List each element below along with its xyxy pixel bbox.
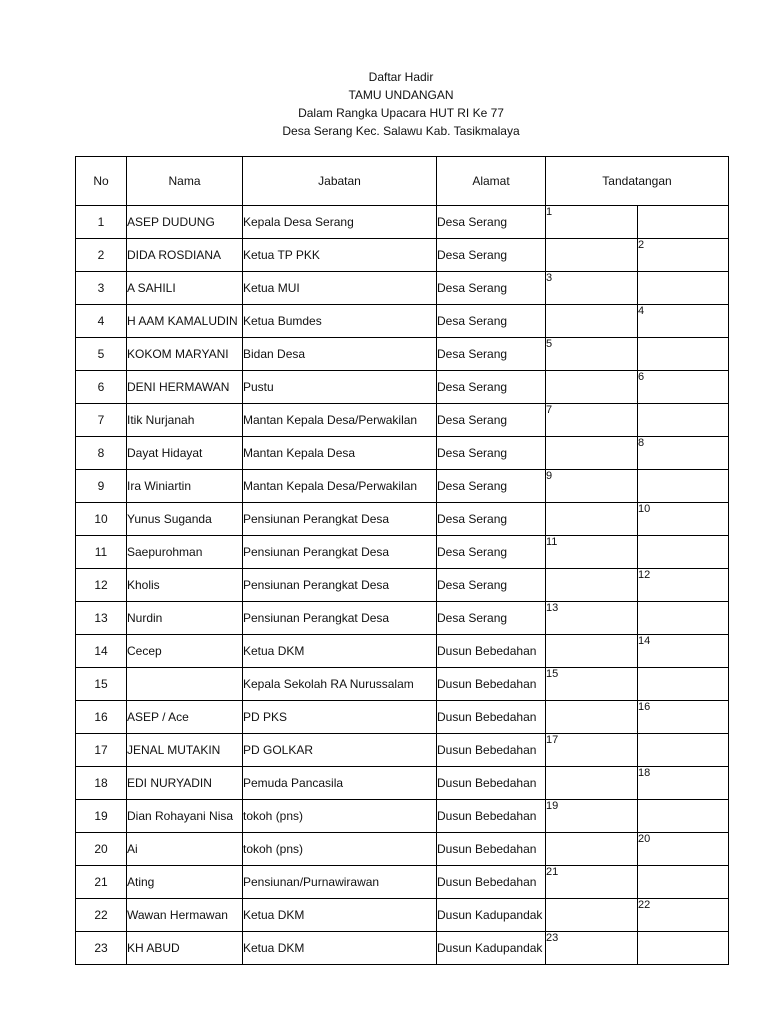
row-nama: DIDA ROSDIANA: [127, 239, 243, 272]
signature-cell-left: [546, 701, 638, 734]
row-alamat: Desa Serang: [437, 404, 546, 437]
row-nama: Ating: [127, 866, 243, 899]
row-nama: KOKOM MARYANI: [127, 338, 243, 371]
table-row: [76, 470, 729, 503]
row-alamat: Desa Serang: [437, 338, 546, 371]
signature-cell-left: [546, 536, 638, 569]
signature-cell-right: [638, 239, 729, 272]
header-subtitle: TAMU UNDANGAN: [348, 88, 454, 102]
signature-cell-right: [638, 503, 729, 536]
signature-number: 4: [638, 305, 645, 317]
signature-cell-left: [546, 404, 638, 437]
row-jabatan: Pensiunan Perangkat Desa: [243, 503, 437, 536]
signature-cell-right: [638, 470, 729, 503]
signature-cell-left: [546, 899, 638, 932]
table-row: [76, 932, 729, 965]
signature-number: 2: [638, 239, 645, 251]
row-alamat: Desa Serang: [437, 602, 546, 635]
row-nama: ASEP / Ace: [127, 701, 243, 734]
signature-cell-right: [638, 371, 729, 404]
signature-cell-right: [638, 899, 729, 932]
row-jabatan: Mantan Kepala Desa/Perwakilan: [243, 404, 437, 437]
header-title: Daftar Hadir: [368, 70, 434, 84]
signature-cell-right: [638, 833, 729, 866]
column-header-nama: Nama: [127, 157, 243, 206]
column-header-jabatan: Jabatan: [243, 157, 437, 206]
row-nama: DENI HERMAWAN: [127, 371, 243, 404]
signature-number: 1: [546, 206, 553, 218]
row-jabatan: Kepala Desa Serang: [243, 206, 437, 239]
signature-number: 15: [546, 668, 559, 680]
row-nama: Ira Winiartin: [127, 470, 243, 503]
attendance-table: [75, 156, 729, 965]
table-row: [76, 800, 729, 833]
table-row: [76, 503, 729, 536]
row-jabatan: Pensiunan Perangkat Desa: [243, 602, 437, 635]
signature-cell-left: [546, 305, 638, 338]
row-number: 5: [76, 338, 127, 371]
signature-cell-right: [638, 932, 729, 965]
signature-cell-left: [546, 767, 638, 800]
table-row: [76, 635, 729, 668]
signature-number: 6: [638, 371, 645, 383]
row-alamat: Desa Serang: [437, 569, 546, 602]
table-row: [76, 272, 729, 305]
row-alamat: Dusun Bebedahan: [437, 800, 546, 833]
row-alamat: Desa Serang: [437, 272, 546, 305]
table-row: [76, 602, 729, 635]
row-number: 7: [76, 404, 127, 437]
row-number: 19: [76, 800, 127, 833]
row-number: 13: [76, 602, 127, 635]
row-nama: Dian Rohayani Nisa: [127, 800, 243, 833]
signature-number: 19: [546, 800, 559, 812]
table-row: [76, 536, 729, 569]
document-header: [0, 68, 768, 140]
column-header-tandatangan: Tandatangan: [546, 157, 729, 206]
signature-cell-left: [546, 470, 638, 503]
signature-number: 7: [546, 404, 553, 416]
row-number: 14: [76, 635, 127, 668]
table-row: [76, 833, 729, 866]
row-alamat: Dusun Kadupandak: [437, 932, 546, 965]
table-row: [76, 305, 729, 338]
row-alamat: Dusun Bebedahan: [437, 701, 546, 734]
row-alamat: Desa Serang: [437, 305, 546, 338]
row-number: 12: [76, 569, 127, 602]
signature-cell-right: [638, 800, 729, 833]
table-row: [76, 404, 729, 437]
signature-cell-left: [546, 272, 638, 305]
row-jabatan: Ketua TP PKK: [243, 239, 437, 272]
signature-cell-right: [638, 602, 729, 635]
signature-number: 14: [638, 635, 651, 647]
signature-cell-right: [638, 437, 729, 470]
signature-number: 9: [546, 470, 553, 482]
signature-cell-left: [546, 206, 638, 239]
row-nama: KH ABUD: [127, 932, 243, 965]
signature-number: 22: [638, 899, 651, 911]
signature-cell-left: [546, 239, 638, 272]
signature-number: 18: [638, 767, 651, 779]
table-row: [76, 701, 729, 734]
row-jabatan: Pemuda Pancasila: [243, 767, 437, 800]
table-row: [76, 371, 729, 404]
signature-cell-left: [546, 338, 638, 371]
row-number: 15: [76, 668, 127, 701]
row-jabatan: Pustu: [243, 371, 437, 404]
signature-number: 13: [546, 602, 559, 614]
table-row: [76, 239, 729, 272]
table-header-row: [76, 157, 729, 206]
row-alamat: Desa Serang: [437, 371, 546, 404]
row-jabatan: Kepala Sekolah RA Nurussalam: [243, 668, 437, 701]
row-alamat: Desa Serang: [437, 536, 546, 569]
row-nama: Wawan Hermawan: [127, 899, 243, 932]
signature-cell-right: [638, 206, 729, 239]
row-alamat: Dusun Bebedahan: [437, 734, 546, 767]
table-row: [76, 734, 729, 767]
row-jabatan: Pensiunan Perangkat Desa: [243, 536, 437, 569]
header-location: Desa Serang Kec. Salawu Kab. Tasikmalaya: [282, 124, 520, 138]
row-alamat: Desa Serang: [437, 503, 546, 536]
row-number: 16: [76, 701, 127, 734]
row-jabatan: Ketua DKM: [243, 932, 437, 965]
signature-cell-left: [546, 503, 638, 536]
signature-cell-left: [546, 569, 638, 602]
row-nama: Dayat Hidayat: [127, 437, 243, 470]
row-number: 10: [76, 503, 127, 536]
signature-cell-right: [638, 272, 729, 305]
row-nama: Cecep: [127, 635, 243, 668]
signature-cell-right: [638, 338, 729, 371]
table-row: [76, 569, 729, 602]
signature-cell-left: [546, 668, 638, 701]
table-row: [76, 206, 729, 239]
row-nama: JENAL MUTAKIN: [127, 734, 243, 767]
signature-number: 17: [546, 734, 559, 746]
row-nama: EDI NURYADIN: [127, 767, 243, 800]
table-row: [76, 437, 729, 470]
row-jabatan: Mantan Kepala Desa: [243, 437, 437, 470]
row-jabatan: Ketua Bumdes: [243, 305, 437, 338]
row-number: 21: [76, 866, 127, 899]
row-number: 4: [76, 305, 127, 338]
signature-cell-left: [546, 602, 638, 635]
row-number: 6: [76, 371, 127, 404]
row-nama: Nurdin: [127, 602, 243, 635]
table-row: [76, 668, 729, 701]
row-number: 22: [76, 899, 127, 932]
signature-cell-left: [546, 800, 638, 833]
row-alamat: Desa Serang: [437, 470, 546, 503]
row-alamat: Desa Serang: [437, 437, 546, 470]
signature-number: 8: [638, 437, 645, 449]
signature-cell-right: [638, 404, 729, 437]
signature-number: 5: [546, 338, 553, 350]
row-jabatan: Ketua MUI: [243, 272, 437, 305]
signature-cell-right: [638, 569, 729, 602]
signature-cell-right: [638, 536, 729, 569]
table-row: [76, 338, 729, 371]
row-alamat: Desa Serang: [437, 239, 546, 272]
row-number: 20: [76, 833, 127, 866]
signature-cell-left: [546, 437, 638, 470]
table-row: [76, 866, 729, 899]
signature-cell-left: [546, 866, 638, 899]
signature-number: 16: [638, 701, 651, 713]
row-number: 23: [76, 932, 127, 965]
row-number: 17: [76, 734, 127, 767]
row-nama: [127, 668, 243, 701]
row-alamat: Dusun Kadupandak: [437, 899, 546, 932]
signature-cell-right: [638, 635, 729, 668]
row-nama: A SAHILI: [127, 272, 243, 305]
column-header-alamat: Alamat: [437, 157, 546, 206]
row-alamat: Dusun Bebedahan: [437, 833, 546, 866]
signature-number: 12: [638, 569, 651, 581]
row-number: 18: [76, 767, 127, 800]
signature-cell-right: [638, 767, 729, 800]
row-jabatan: tokoh (pns): [243, 833, 437, 866]
signature-cell-right: [638, 305, 729, 338]
row-alamat: Desa Serang: [437, 206, 546, 239]
row-jabatan: tokoh (pns): [243, 800, 437, 833]
signature-cell-left: [546, 635, 638, 668]
header-event: Dalam Rangka Upacara HUT RI Ke 77: [298, 106, 504, 120]
row-nama: H AAM KAMALUDIN: [127, 305, 243, 338]
signature-cell-left: [546, 833, 638, 866]
signature-cell-left: [546, 371, 638, 404]
row-nama: Itik Nurjanah: [127, 404, 243, 437]
table-row: [76, 899, 729, 932]
signature-cell-right: [638, 668, 729, 701]
row-jabatan: Pensiunan/Purnawirawan: [243, 866, 437, 899]
row-jabatan: Ketua DKM: [243, 899, 437, 932]
signature-number: 3: [546, 272, 553, 284]
row-alamat: Dusun Bebedahan: [437, 767, 546, 800]
row-alamat: Dusun Bebedahan: [437, 668, 546, 701]
row-number: 11: [76, 536, 127, 569]
signature-number: 11: [546, 536, 558, 548]
row-jabatan: Ketua DKM: [243, 635, 437, 668]
signature-cell-right: [638, 701, 729, 734]
signature-cell-right: [638, 866, 729, 899]
row-alamat: Dusun Bebedahan: [437, 635, 546, 668]
row-alamat: Dusun Bebedahan: [437, 866, 546, 899]
signature-number: 10: [638, 503, 651, 515]
row-nama: ASEP DUDUNG: [127, 206, 243, 239]
row-nama: Yunus Suganda: [127, 503, 243, 536]
row-number: 8: [76, 437, 127, 470]
signature-cell-right: [638, 734, 729, 767]
signature-cell-left: [546, 932, 638, 965]
row-number: 1: [76, 206, 127, 239]
row-jabatan: PD PKS: [243, 701, 437, 734]
row-nama: Kholis: [127, 569, 243, 602]
row-nama: Ai: [127, 833, 243, 866]
row-number: 9: [76, 470, 127, 503]
column-header-no: No: [76, 157, 127, 206]
signature-number: 20: [638, 833, 651, 845]
signature-number: 21: [546, 866, 559, 878]
table-row: [76, 767, 729, 800]
row-nama: Saepurohman: [127, 536, 243, 569]
row-jabatan: Pensiunan Perangkat Desa: [243, 569, 437, 602]
row-jabatan: Bidan Desa: [243, 338, 437, 371]
row-number: 2: [76, 239, 127, 272]
row-jabatan: Mantan Kepala Desa/Perwakilan: [243, 470, 437, 503]
row-number: 3: [76, 272, 127, 305]
row-jabatan: PD GOLKAR: [243, 734, 437, 767]
signature-cell-left: [546, 734, 638, 767]
signature-number: 23: [546, 932, 559, 944]
